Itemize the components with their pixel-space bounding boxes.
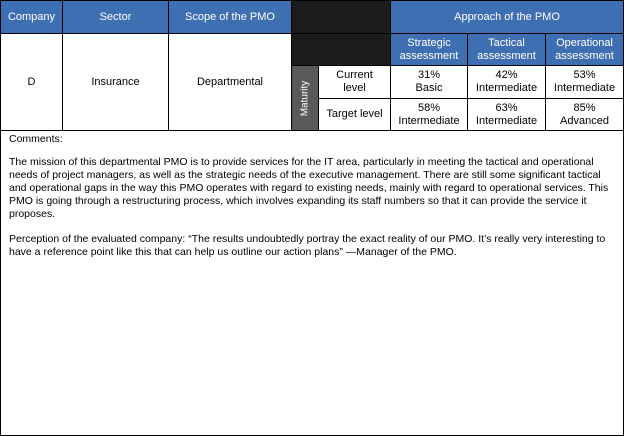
target-level-label: Target level: [318, 98, 391, 131]
header-scope: Scope of the PMO: [168, 0, 292, 34]
header-tactical-assessment: [467, 33, 546, 66]
dark-spacer: [291, 33, 391, 66]
header-operational-line1: Operational: [556, 36, 613, 49]
comments-box: [0, 130, 624, 436]
current-level-line2: level: [343, 82, 366, 94]
header-operational-assessment: [545, 33, 624, 66]
comments-paragraph-mission: The mission of this departmental PMO is to provide services for the IT area, particularly in meeting the tactical and operational needs of project managers, as well as the strategic needs of the executive management. There are still some significant tactical and operational gaps in the way this PMO operates with regard to existing needs, mainly with regard to operational services. This PMO is going through a restructuring process, which involves expanding its staff numbers so that it can provide the service it proposes.: [9, 156, 609, 220]
target-operational-percent: 85%: [573, 101, 596, 114]
current-operational: [545, 65, 624, 99]
current-tactical: [467, 65, 546, 99]
header-strategic-line2: assessment: [399, 49, 459, 62]
header-approach: Approach of the PMO: [390, 0, 624, 34]
comments-label: Comments:: [9, 133, 63, 145]
current-level-line1: Current: [336, 69, 373, 81]
header-tactical-line1: Tactical: [488, 36, 525, 49]
current-strategic: [390, 65, 468, 99]
current-level-label: [318, 65, 391, 99]
maturity-label-text: Maturity: [299, 80, 311, 116]
current-strategic-percent: 31%: [417, 69, 441, 81]
target-tactical-rating: Intermediate: [475, 114, 538, 127]
current-operational-percent: 53%: [573, 69, 596, 81]
cell-scope: Departmental: [168, 33, 292, 131]
header-empty-dark: [291, 0, 391, 34]
header-company: Company: [0, 0, 63, 34]
target-operational-rating: Advanced: [560, 114, 609, 127]
current-tactical-rating: Intermediate: [475, 82, 538, 94]
target-strategic-percent: 58%: [417, 101, 441, 114]
cell-company: D: [0, 33, 63, 131]
target-strategic: [390, 98, 468, 131]
header-sector: Sector: [62, 0, 169, 34]
current-strategic-rating: Basic: [415, 82, 443, 94]
header-strategic-assessment: [390, 33, 468, 66]
comments-paragraph-perception: Perception of the evaluated company: “The results undoubtedly portray the exact reality of our PMO. It’s really very interesting to have a reference point like this that can help us outline our action plans” —Manager of the PMO.: [9, 233, 606, 258]
maturity-label: [291, 65, 319, 131]
header-operational-line2: assessment: [555, 49, 614, 62]
target-strategic-rating: Intermediate: [398, 114, 460, 127]
target-operational: [545, 98, 624, 131]
cell-sector: Insurance: [62, 33, 169, 131]
header-strategic-line1: Strategic: [407, 36, 451, 49]
current-tactical-percent: 42%: [495, 69, 518, 81]
header-tactical-line2: assessment: [477, 49, 536, 62]
target-tactical: [467, 98, 546, 131]
target-tactical-percent: 63%: [495, 101, 518, 114]
current-operational-rating: Intermediate: [553, 82, 616, 94]
